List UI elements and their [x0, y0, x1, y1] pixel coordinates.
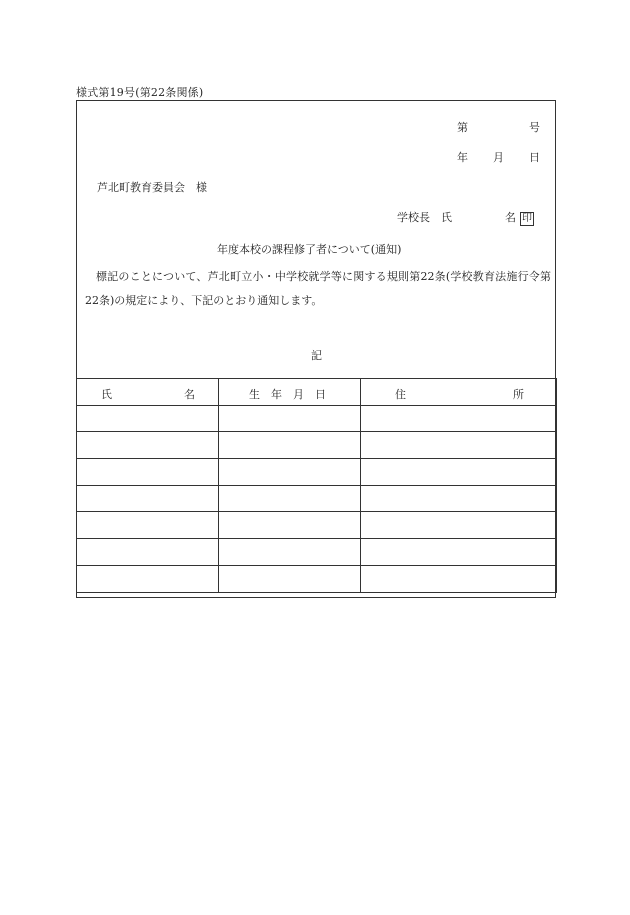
name-cell[interactable]	[77, 459, 219, 486]
header-name-a: 氏	[101, 388, 112, 401]
dob-cell[interactable]	[219, 485, 361, 512]
name-cell[interactable]	[77, 405, 219, 432]
student-list-table	[76, 378, 557, 593]
dob-cell[interactable]	[219, 432, 361, 459]
date-year-label: 年	[457, 151, 468, 164]
dob-cell[interactable]	[219, 512, 361, 539]
table-row	[77, 432, 557, 459]
header-dob-cell	[219, 379, 361, 406]
seal-mark: 印	[522, 213, 532, 224]
header-address-b: 所	[513, 388, 524, 401]
header-address-cell	[361, 379, 557, 406]
table-row	[77, 485, 557, 512]
document-number-suffix: 号	[529, 121, 540, 134]
date-day-label: 日	[529, 151, 540, 164]
address-cell[interactable]	[361, 512, 557, 539]
address-cell[interactable]	[361, 539, 557, 566]
name-cell[interactable]	[77, 539, 219, 566]
address-cell[interactable]	[361, 459, 557, 486]
address-cell[interactable]	[361, 485, 557, 512]
dob-cell[interactable]	[219, 539, 361, 566]
address-cell[interactable]	[361, 565, 557, 592]
address-cell[interactable]	[361, 405, 557, 432]
dob-cell[interactable]	[219, 405, 361, 432]
sender-name-label: 名 印	[505, 211, 532, 224]
sender-title: 学校長 氏	[397, 211, 452, 224]
header-dob: 生 年 月 日	[249, 388, 326, 401]
subject-title: 年度本校の課程修了者について(通知)	[217, 243, 402, 256]
name-cell[interactable]	[77, 512, 219, 539]
table-row	[77, 405, 557, 432]
dob-cell[interactable]	[219, 459, 361, 486]
table-header-row	[77, 379, 557, 406]
table-row	[77, 512, 557, 539]
document-number-prefix: 第	[457, 121, 468, 134]
header-name-b: 名	[184, 388, 195, 401]
name-cell[interactable]	[77, 485, 219, 512]
table-row	[77, 539, 557, 566]
form-frame	[76, 100, 556, 598]
header-name-cell	[77, 379, 219, 406]
name-cell[interactable]	[77, 432, 219, 459]
dob-cell[interactable]	[219, 565, 361, 592]
name-cell[interactable]	[77, 565, 219, 592]
form-number-label: 様式第19号(第22条関係)	[76, 86, 204, 99]
addressee: 芦北町教育委員会 様	[97, 181, 207, 194]
table-row	[77, 565, 557, 592]
table-row	[77, 459, 557, 486]
header-address-a: 住	[395, 388, 406, 401]
address-cell[interactable]	[361, 432, 557, 459]
ki-heading: 記	[311, 349, 322, 362]
body-paragraph: 標記のことについて、芦北町立小・中学校就学等に関する規則第22条(学校教育法施行令第22条)の規定により、下記のとおり通知します。	[85, 270, 551, 307]
date-month-label: 月	[493, 151, 504, 164]
